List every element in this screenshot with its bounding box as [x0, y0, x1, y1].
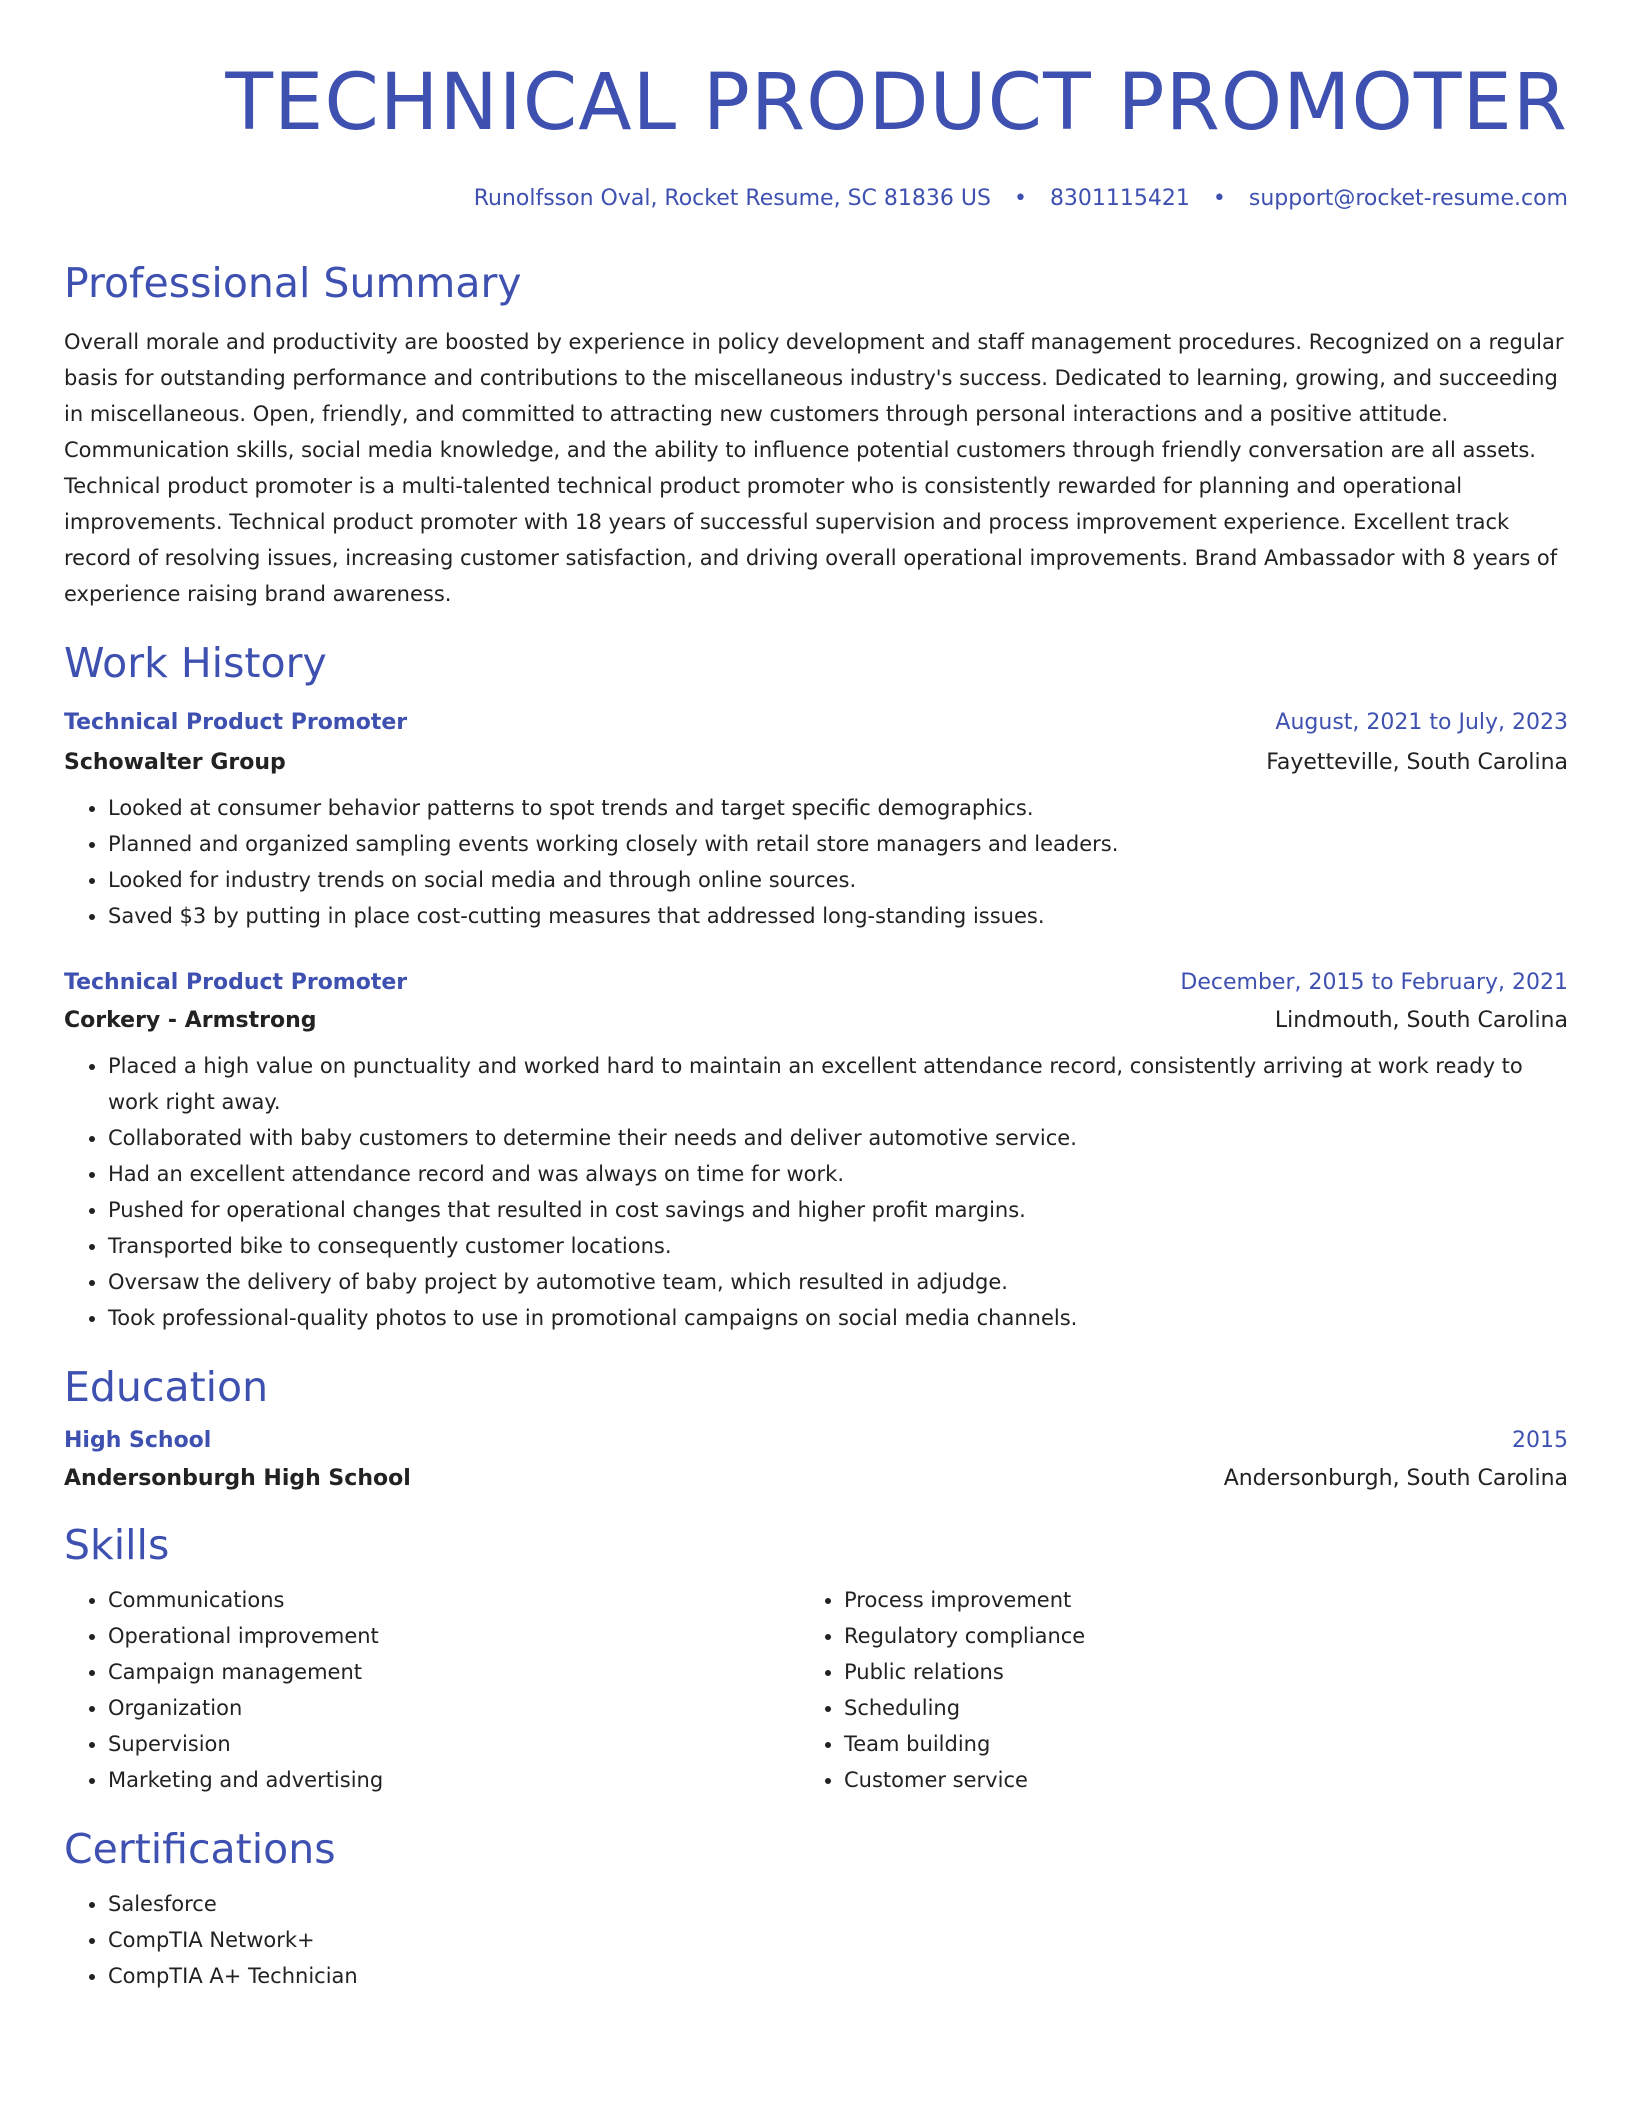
certification-item: • CompTIA A+ Technician [108, 1958, 1568, 1994]
education-degree: High School [64, 1428, 212, 1453]
job-bullet: • Collaborated with baby customers to determine their needs and deliver automotive service. [108, 1120, 1568, 1156]
contact-line [64, 184, 1568, 214]
job-location: Lindmouth, South Carolina [1274, 1008, 1568, 1033]
skill-item: • Regulatory compliance [844, 1618, 1536, 1654]
job-bullet: • Looked for industry trends on social media and through online sources. [108, 862, 1568, 898]
skill-item: • Organization [108, 1690, 800, 1726]
job-bullet: • Planned and organized sampling events working closely with retail store managers and leaders. [108, 826, 1568, 862]
job-bullets [64, 790, 1568, 934]
contact-address: Runolfsson Oval, Rocket Resume, SC 81836 US [473, 186, 991, 211]
summary-text: Overall morale and productivity are boosted by experience in policy development and staff management procedures. Recognized on a regular basis for outstanding performance and contributions to the miscellaneous industry's success. Dedicated to learning, growing, and succeeding in miscellaneous. Open, friendly, and committed to attracting new customers through personal interactions and a positive attitude. Communication skills, social media knowledge, and the ability to influence potential customers through friendly conversation are all assets. Technical product promoter is a multi-talented technical product promoter who is consistently rewarded for planning and operational improvements. Technical product promoter with 18 years of successful supervision and process improvement experience. Excellent track record of resolving issues, increasing customer satisfaction, and driving overall operational improvements. Brand Ambassador with 8 years of experience raising brand awareness. [64, 330, 1564, 606]
skills-grid [64, 1582, 1568, 1798]
job-dates: December, 2015 to February, 2021 [1180, 970, 1568, 995]
education-heading: Education [64, 1363, 269, 1411]
job-bullet: • Oversaw the delivery of baby project by automotive team, which resulted in adjudge. [108, 1264, 1568, 1300]
job-bullet: • Had an excellent attendance record and was always on time for work. [108, 1156, 1568, 1192]
job-header-row [64, 708, 1568, 738]
job-bullet: • Pushed for operational changes that resulted in cost savings and higher profit margins. [108, 1192, 1568, 1228]
job-bullet: • Looked at consumer behavior patterns to spot trends and target specific demographics. [108, 790, 1568, 826]
job-company: Schowalter Group [64, 750, 286, 775]
skills-heading: Skills [64, 1521, 170, 1569]
job-bullet: • Transported bike to consequently customer locations. [108, 1228, 1568, 1264]
certifications-list [64, 1886, 1568, 1994]
education-entry [64, 1426, 1568, 1494]
skill-item: • Scheduling [844, 1690, 1536, 1726]
job-bullets [64, 1048, 1568, 1336]
job-company-row [64, 1006, 1568, 1036]
certification-item: • Salesforce [108, 1886, 1568, 1922]
education-school: Andersonburgh High School [64, 1466, 411, 1491]
job-header-row [64, 968, 1568, 998]
work-history-heading: Work History [64, 639, 327, 687]
skill-item: • Communications [108, 1582, 800, 1618]
resume-name: TECHNICAL PRODUCT PROMOTER [225, 58, 1568, 148]
skill-item: • Supervision [108, 1726, 800, 1762]
skill-item: • Public relations [844, 1654, 1536, 1690]
education-header-row [64, 1426, 1568, 1456]
skill-item: • Process improvement [844, 1582, 1536, 1618]
skill-item: • Campaign management [108, 1654, 800, 1690]
certifications-heading: Certifications [64, 1825, 336, 1873]
skill-item: • Operational improvement [108, 1618, 800, 1654]
skill-item: • Team building [844, 1726, 1536, 1762]
job-company: Corkery - Armstrong [64, 1008, 317, 1033]
education-year: 2015 [1512, 1428, 1568, 1453]
job-entry [64, 708, 1568, 934]
job-title: Technical Product Promoter [64, 710, 408, 735]
skills-column-left [64, 1582, 800, 1798]
education-location: Andersonburgh, South Carolina [1223, 1466, 1568, 1491]
job-bullet: • Placed a high value on punctuality and worked hard to maintain an excellent attendance record, consistently arriving at work ready to work right away. [108, 1048, 1568, 1120]
education-school-row [64, 1464, 1568, 1494]
job-location: Fayetteville, South Carolina [1266, 750, 1568, 775]
job-bullet: • Took professional-quality photos to use in promotional campaigns on social media channels. [108, 1300, 1568, 1336]
job-bullet: • Saved $3 by putting in place cost-cutting measures that addressed long-standing issues. [108, 898, 1568, 934]
job-dates: August, 2021 to July, 2023 [1275, 710, 1568, 735]
certification-item: • CompTIA Network+ [108, 1922, 1568, 1958]
job-title: Technical Product Promoter [64, 970, 408, 995]
job-entry [64, 968, 1568, 1336]
summary-heading: Professional Summary [64, 259, 522, 307]
skills-column-right [800, 1582, 1536, 1798]
contact-email: support@rocket-resume.com [1248, 186, 1568, 211]
contact-phone: 8301115421 [1049, 186, 1190, 211]
contact-separator: • [1212, 186, 1226, 211]
contact-separator: • [1013, 186, 1027, 211]
skill-item: • Customer service [844, 1762, 1536, 1798]
skill-item: • Marketing and advertising [108, 1762, 800, 1798]
job-company-row [64, 748, 1568, 778]
